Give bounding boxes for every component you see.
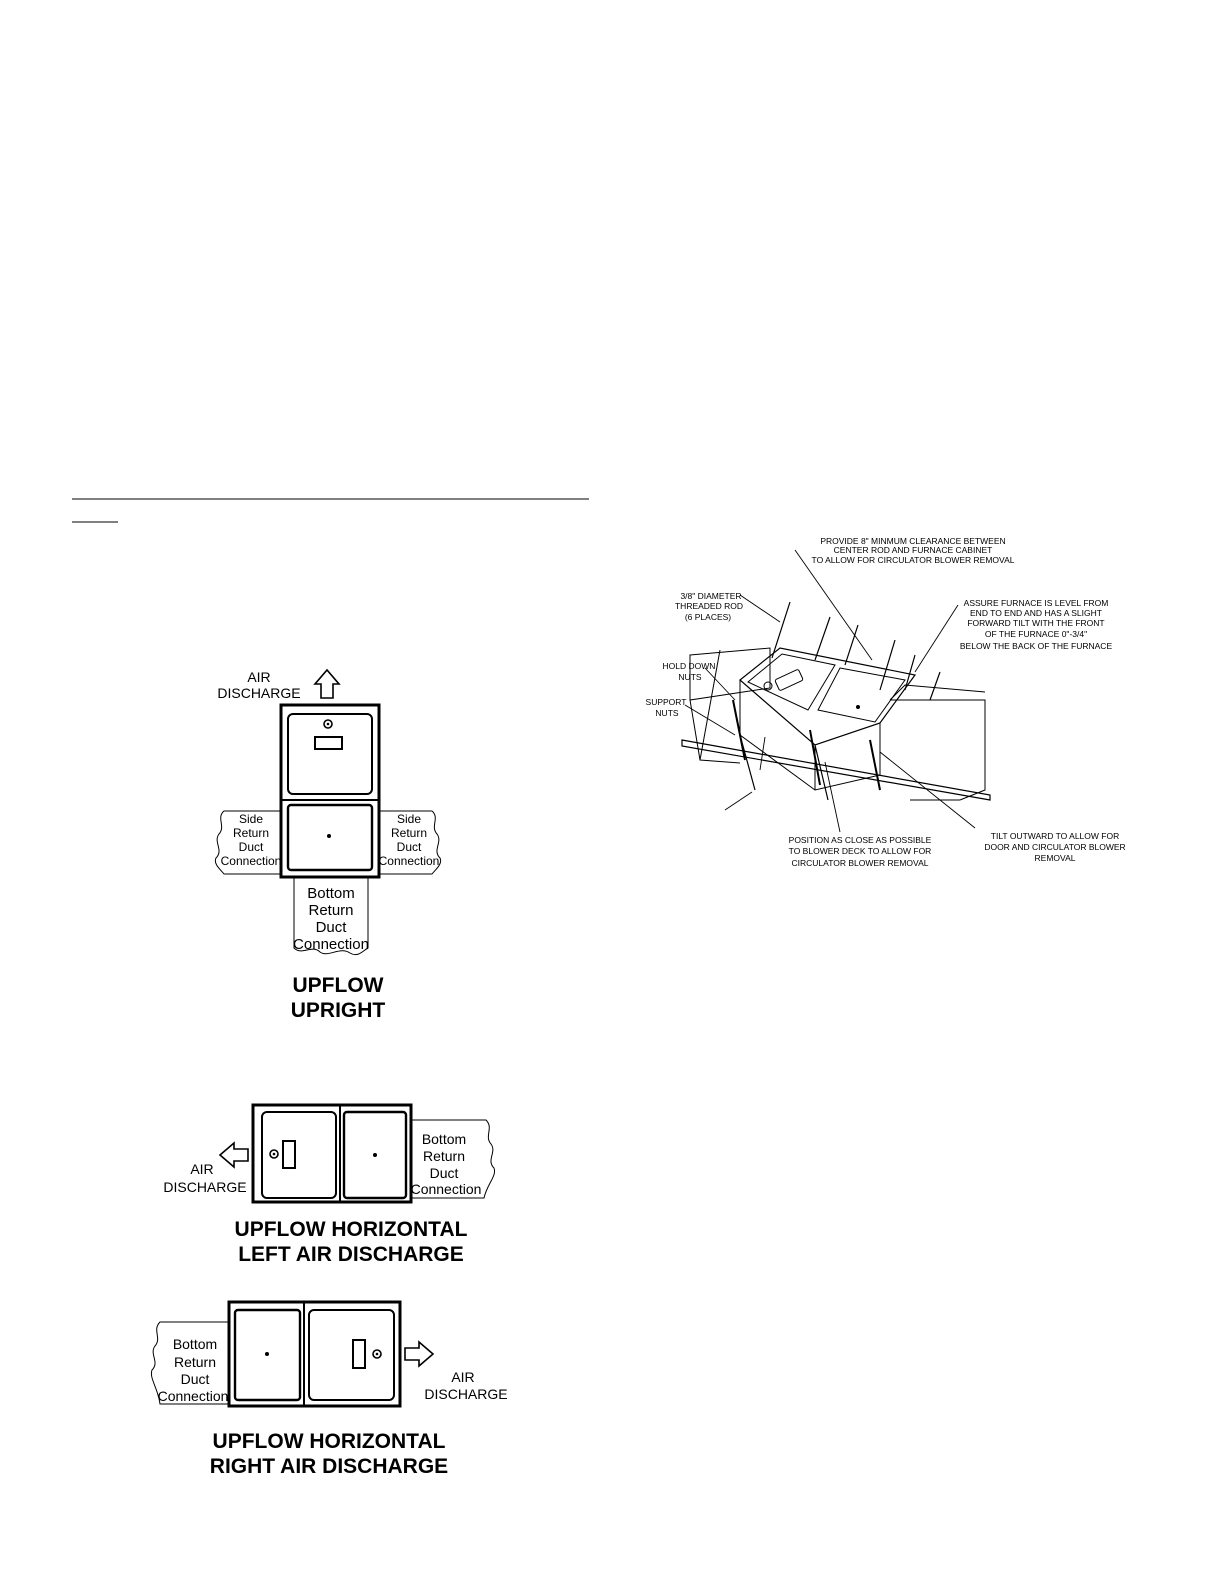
position-2: TO BLOWER DECK TO ALLOW FOR bbox=[788, 846, 932, 856]
support-angle-front bbox=[682, 740, 990, 800]
rod-2: THREADED ROD bbox=[674, 601, 744, 611]
support-2: NUTS bbox=[655, 708, 679, 718]
suspended-labels bbox=[646, 536, 1126, 868]
tilt-3: REMOVAL bbox=[1034, 853, 1076, 863]
side-right-4: Connection bbox=[378, 854, 440, 868]
hleft-caption-2: LEFT AIR DISCHARGE bbox=[238, 1243, 464, 1266]
side-right-2: Return bbox=[390, 826, 428, 840]
upright-caption-1: UPFLOW bbox=[292, 974, 384, 997]
clearance-3: TO ALLOW FOR CIRCULATOR BLOWER REMOVAL bbox=[811, 555, 1015, 565]
hleft-bottom-3: Duct bbox=[429, 1165, 459, 1181]
position-3: CIRCULATOR BLOWER REMOVAL bbox=[791, 858, 929, 868]
hright-bottom-3: Duct bbox=[180, 1371, 210, 1387]
level-5: BELOW THE BACK OF THE FURNACE bbox=[959, 641, 1113, 651]
hright-caption-2: RIGHT AIR DISCHARGE bbox=[209, 1455, 449, 1478]
upright-bottom-3: Duct bbox=[315, 919, 347, 936]
hleft-bottom-1: Bottom bbox=[421, 1131, 467, 1147]
hright-air-1: AIR bbox=[451, 1369, 475, 1385]
hright-bottom-4: Connection bbox=[157, 1388, 229, 1404]
level-2: END TO END AND HAS A SLIGHT bbox=[970, 608, 1102, 618]
upright-door-handle bbox=[315, 737, 342, 749]
upright-air-arrow-icon bbox=[315, 670, 339, 698]
rod-3: (6 PLACES) bbox=[684, 612, 732, 622]
side-right-1: Side bbox=[396, 812, 422, 826]
upright-air-label-1: AIR bbox=[247, 669, 271, 685]
upright-bottom-1: Bottom bbox=[307, 885, 355, 902]
hleft-air-1: AIR bbox=[190, 1161, 214, 1177]
side-left-2: Return bbox=[232, 826, 270, 840]
side-left-3: Duct bbox=[238, 840, 264, 854]
hright-caption-1: UPFLOW HORIZONTAL bbox=[212, 1430, 446, 1453]
clearance-1: PROVIDE 8" MINMUM CLEARANCE BETWEEN bbox=[820, 536, 1006, 546]
hright-air-arrow-icon bbox=[405, 1342, 433, 1366]
hleft-bottom-2: Return bbox=[422, 1148, 466, 1164]
hright-bottom-1: Bottom bbox=[172, 1336, 218, 1352]
hleft-caption-1: UPFLOW HORIZONTAL bbox=[234, 1218, 468, 1241]
threaded-rods bbox=[740, 602, 940, 800]
hright-air-2: DISCHARGE bbox=[424, 1386, 508, 1402]
hright-bottom-2: Return bbox=[173, 1354, 217, 1370]
upright-bottom-2: Return bbox=[308, 902, 354, 919]
hleft-air-2: DISCHARGE bbox=[163, 1179, 247, 1195]
duct-right bbox=[890, 685, 985, 800]
tilt-1: TILT OUTWARD TO ALLOW FOR bbox=[990, 831, 1120, 841]
side-left-4: Connection bbox=[220, 854, 282, 868]
upright-caption-2: UPRIGHT bbox=[290, 999, 386, 1022]
level-4: OF THE FURNACE 0"-3/4" bbox=[984, 629, 1088, 639]
rod-1: 3/8" DIAMETER bbox=[680, 591, 742, 601]
clearance-2: CENTER ROD AND FURNACE CABINET bbox=[833, 545, 993, 555]
upflow-upright-diagram bbox=[215, 669, 440, 1022]
hold-down-1: HOLD DOWN bbox=[662, 661, 716, 671]
upflow-horizontal-left-diagram bbox=[163, 1105, 494, 1266]
upright-bottom-4: Connection bbox=[293, 936, 369, 953]
hleft-door-handle bbox=[283, 1141, 295, 1168]
level-3: FORWARD TILT WITH THE FRONT bbox=[967, 618, 1105, 628]
hold-down-2: NUTS bbox=[678, 672, 702, 682]
support-1: SUPPORT bbox=[645, 697, 687, 707]
tilt-2: DOOR AND CIRCULATOR BLOWER bbox=[984, 842, 1126, 852]
side-right-3: Duct bbox=[396, 840, 422, 854]
position-1: POSITION AS CLOSE AS POSSIBLE bbox=[788, 835, 932, 845]
side-left-1: Side bbox=[238, 812, 264, 826]
hleft-bottom-4: Connection bbox=[410, 1181, 482, 1197]
hleft-air-arrow-icon bbox=[220, 1143, 248, 1167]
upright-air-label-2: DISCHARGE bbox=[217, 685, 301, 701]
level-1: ASSURE FURNACE IS LEVEL FROM bbox=[963, 598, 1109, 608]
furnace-handle bbox=[775, 669, 804, 691]
upflow-horizontal-right-diagram bbox=[151, 1302, 507, 1478]
hright-door-handle bbox=[353, 1340, 365, 1368]
